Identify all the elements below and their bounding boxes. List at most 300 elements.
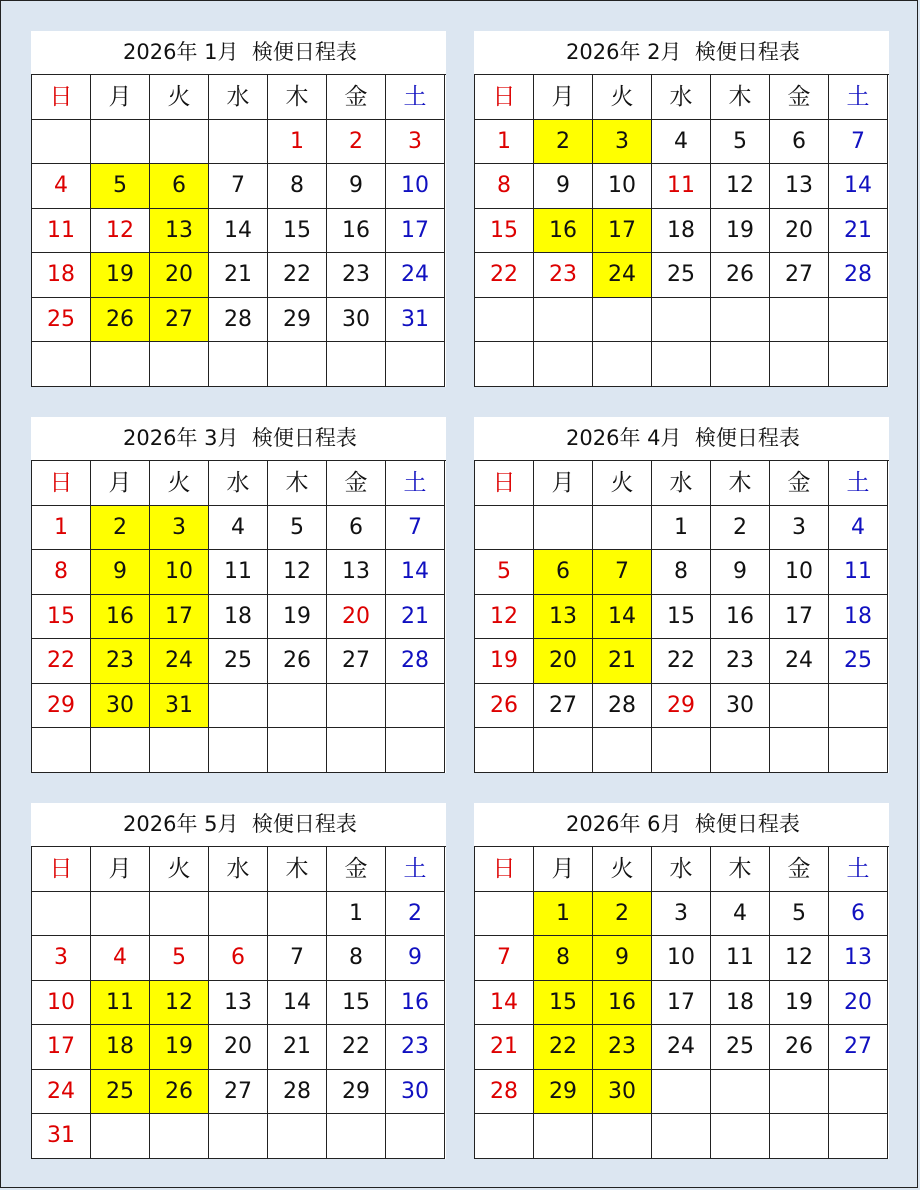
day-cell: 28	[209, 298, 268, 343]
weekday-header: 木	[268, 461, 327, 506]
weekday-header: 木	[268, 847, 327, 892]
day-cell: 2	[327, 120, 386, 165]
calendar-title: 2026年 1月 検便日程表	[31, 31, 446, 74]
day-cell: 26	[268, 639, 327, 684]
scheduled-day-cell: 21	[593, 639, 652, 684]
empty-day-cell	[209, 342, 268, 387]
empty-day-cell	[475, 1114, 534, 1159]
day-cell: 24	[652, 1025, 711, 1070]
day-cell: 16	[327, 209, 386, 254]
weekday-header: 木	[711, 461, 770, 506]
scheduled-day-cell: 18	[91, 1025, 150, 1070]
calendar-january	[31, 31, 446, 387]
day-cell: 30	[711, 684, 770, 729]
scheduled-day-cell: 3	[150, 506, 209, 551]
empty-day-cell	[150, 892, 209, 937]
empty-day-cell	[91, 728, 150, 773]
empty-day-cell	[829, 1114, 888, 1159]
day-cell: 4	[711, 892, 770, 937]
scheduled-day-cell: 15	[534, 981, 593, 1026]
weekday-header: 土	[829, 847, 888, 892]
day-cell: 30	[327, 298, 386, 343]
empty-day-cell	[770, 342, 829, 387]
weekday-header: 火	[150, 75, 209, 120]
empty-day-cell	[652, 342, 711, 387]
empty-day-cell	[711, 1070, 770, 1115]
empty-day-cell	[32, 892, 91, 937]
empty-day-cell	[268, 728, 327, 773]
day-cell: 18	[209, 595, 268, 640]
calendar-grid	[474, 846, 889, 1159]
weekday-header: 火	[593, 75, 652, 120]
scheduled-day-cell: 17	[593, 209, 652, 254]
day-cell: 12	[475, 595, 534, 640]
day-cell: 13	[327, 550, 386, 595]
weekday-header: 金	[770, 75, 829, 120]
day-cell: 10	[593, 164, 652, 209]
scheduled-day-cell: 25	[91, 1070, 150, 1115]
weekday-header: 土	[829, 461, 888, 506]
empty-day-cell	[32, 728, 91, 773]
scheduled-day-cell: 13	[150, 209, 209, 254]
empty-day-cell	[652, 728, 711, 773]
day-cell: 25	[711, 1025, 770, 1070]
scheduled-day-cell: 9	[593, 936, 652, 981]
scheduled-day-cell: 6	[534, 550, 593, 595]
empty-day-cell	[32, 120, 91, 165]
day-cell: 4	[91, 936, 150, 981]
day-cell: 1	[268, 120, 327, 165]
empty-day-cell	[770, 298, 829, 343]
weekday-header: 金	[327, 75, 386, 120]
day-cell: 21	[386, 595, 445, 640]
scheduled-day-cell: 14	[593, 595, 652, 640]
empty-day-cell	[327, 1114, 386, 1159]
empty-day-cell	[593, 342, 652, 387]
day-cell: 3	[32, 936, 91, 981]
day-cell: 27	[327, 639, 386, 684]
day-cell: 27	[770, 253, 829, 298]
scheduled-day-cell: 13	[534, 595, 593, 640]
scheduled-day-cell: 26	[91, 298, 150, 343]
empty-day-cell	[593, 728, 652, 773]
weekday-header: 火	[593, 847, 652, 892]
day-cell: 26	[711, 253, 770, 298]
empty-day-cell	[770, 1114, 829, 1159]
day-cell: 11	[32, 209, 91, 254]
day-cell: 15	[32, 595, 91, 640]
day-cell: 14	[268, 981, 327, 1026]
day-cell: 15	[327, 981, 386, 1026]
day-cell: 12	[268, 550, 327, 595]
day-cell: 20	[770, 209, 829, 254]
calendar-may	[31, 803, 446, 1159]
day-cell: 4	[652, 120, 711, 165]
empty-day-cell	[327, 684, 386, 729]
weekday-header: 火	[593, 461, 652, 506]
day-cell: 27	[829, 1025, 888, 1070]
weekday-header: 日	[32, 461, 91, 506]
empty-day-cell	[475, 892, 534, 937]
day-cell: 7	[209, 164, 268, 209]
day-cell: 8	[268, 164, 327, 209]
day-cell: 25	[829, 639, 888, 684]
calendar-title: 2026年 4月 検便日程表	[474, 417, 889, 460]
day-cell: 4	[32, 164, 91, 209]
empty-day-cell	[652, 298, 711, 343]
empty-day-cell	[209, 1114, 268, 1159]
empty-day-cell	[770, 1070, 829, 1115]
scheduled-day-cell: 16	[593, 981, 652, 1026]
day-cell: 10	[386, 164, 445, 209]
day-cell: 27	[534, 684, 593, 729]
day-cell: 7	[386, 506, 445, 551]
empty-day-cell	[534, 1114, 593, 1159]
scheduled-day-cell: 17	[150, 595, 209, 640]
weekday-header: 日	[475, 75, 534, 120]
scheduled-day-cell: 11	[91, 981, 150, 1026]
empty-day-cell	[386, 342, 445, 387]
day-cell: 17	[770, 595, 829, 640]
weekday-header: 月	[534, 75, 593, 120]
calendar-april	[474, 417, 889, 773]
day-cell: 11	[652, 164, 711, 209]
day-cell: 28	[386, 639, 445, 684]
day-cell: 28	[475, 1070, 534, 1115]
day-cell: 14	[209, 209, 268, 254]
day-cell: 18	[829, 595, 888, 640]
calendar-title: 2026年 6月 検便日程表	[474, 803, 889, 846]
empty-day-cell	[91, 1114, 150, 1159]
empty-day-cell	[593, 298, 652, 343]
empty-day-cell	[91, 342, 150, 387]
day-cell: 23	[711, 639, 770, 684]
day-cell: 23	[534, 253, 593, 298]
empty-day-cell	[386, 684, 445, 729]
weekday-header: 土	[829, 75, 888, 120]
empty-day-cell	[829, 298, 888, 343]
day-cell: 5	[475, 550, 534, 595]
day-cell: 10	[652, 936, 711, 981]
calendar-grid	[31, 460, 446, 773]
empty-day-cell	[534, 298, 593, 343]
scheduled-day-cell: 26	[150, 1070, 209, 1115]
calendar-title: 2026年 5月 検便日程表	[31, 803, 446, 846]
day-cell: 8	[32, 550, 91, 595]
empty-day-cell	[475, 342, 534, 387]
day-cell: 15	[652, 595, 711, 640]
day-cell: 16	[386, 981, 445, 1026]
day-cell: 27	[209, 1070, 268, 1115]
empty-day-cell	[475, 506, 534, 551]
empty-day-cell	[268, 342, 327, 387]
empty-day-cell	[209, 120, 268, 165]
day-cell: 9	[327, 164, 386, 209]
day-cell: 23	[327, 253, 386, 298]
weekday-header: 月	[91, 75, 150, 120]
empty-day-cell	[829, 728, 888, 773]
day-cell: 4	[829, 506, 888, 551]
day-cell: 22	[268, 253, 327, 298]
day-cell: 14	[475, 981, 534, 1026]
calendar-june	[474, 803, 889, 1159]
empty-day-cell	[711, 342, 770, 387]
scheduled-day-cell: 12	[150, 981, 209, 1026]
weekday-header: 月	[534, 847, 593, 892]
scheduled-day-cell: 7	[593, 550, 652, 595]
day-cell: 11	[829, 550, 888, 595]
empty-day-cell	[711, 298, 770, 343]
weekday-header: 月	[534, 461, 593, 506]
scheduled-day-cell: 20	[150, 253, 209, 298]
empty-day-cell	[711, 1114, 770, 1159]
scheduled-day-cell: 20	[534, 639, 593, 684]
scheduled-day-cell: 29	[534, 1070, 593, 1115]
day-cell: 15	[475, 209, 534, 254]
scheduled-day-cell: 22	[534, 1025, 593, 1070]
day-cell: 2	[386, 892, 445, 937]
day-cell: 2	[711, 506, 770, 551]
day-cell: 8	[652, 550, 711, 595]
weekday-header: 木	[711, 847, 770, 892]
day-cell: 28	[593, 684, 652, 729]
scheduled-day-cell: 31	[150, 684, 209, 729]
empty-day-cell	[91, 120, 150, 165]
calendar-title: 2026年 2月 検便日程表	[474, 31, 889, 74]
empty-day-cell	[770, 728, 829, 773]
calendar-march	[31, 417, 446, 773]
empty-day-cell	[268, 892, 327, 937]
scheduled-day-cell: 24	[593, 253, 652, 298]
scheduled-day-cell: 30	[91, 684, 150, 729]
day-cell: 7	[475, 936, 534, 981]
day-cell: 20	[209, 1025, 268, 1070]
calendar-grid	[474, 74, 889, 387]
day-cell: 21	[829, 209, 888, 254]
scheduled-day-cell: 9	[91, 550, 150, 595]
empty-day-cell	[652, 1114, 711, 1159]
day-cell: 8	[475, 164, 534, 209]
day-cell: 19	[770, 981, 829, 1026]
empty-day-cell	[150, 342, 209, 387]
empty-day-cell	[829, 1070, 888, 1115]
empty-day-cell	[829, 684, 888, 729]
scheduled-day-cell: 23	[593, 1025, 652, 1070]
day-cell: 7	[829, 120, 888, 165]
day-cell: 20	[829, 981, 888, 1026]
empty-day-cell	[150, 1114, 209, 1159]
day-cell: 22	[475, 253, 534, 298]
weekday-header: 水	[652, 75, 711, 120]
empty-day-cell	[91, 892, 150, 937]
empty-day-cell	[475, 298, 534, 343]
day-cell: 12	[770, 936, 829, 981]
scheduled-day-cell: 19	[150, 1025, 209, 1070]
weekday-header: 金	[770, 847, 829, 892]
weekday-header: 金	[327, 847, 386, 892]
day-cell: 6	[770, 120, 829, 165]
day-cell: 26	[770, 1025, 829, 1070]
day-cell: 29	[652, 684, 711, 729]
day-cell: 16	[711, 595, 770, 640]
day-cell: 20	[327, 595, 386, 640]
scheduled-day-cell: 10	[150, 550, 209, 595]
day-cell: 22	[327, 1025, 386, 1070]
weekday-header: 金	[770, 461, 829, 506]
day-cell: 18	[32, 253, 91, 298]
empty-day-cell	[268, 1114, 327, 1159]
day-cell: 19	[475, 639, 534, 684]
day-cell: 12	[91, 209, 150, 254]
weekday-header: 水	[209, 461, 268, 506]
scheduled-day-cell: 3	[593, 120, 652, 165]
scheduled-day-cell: 30	[593, 1070, 652, 1115]
day-cell: 8	[327, 936, 386, 981]
weekday-header: 水	[652, 461, 711, 506]
day-cell: 11	[711, 936, 770, 981]
day-cell: 14	[386, 550, 445, 595]
empty-day-cell	[534, 728, 593, 773]
weekday-header: 日	[32, 75, 91, 120]
empty-day-cell	[327, 342, 386, 387]
weekday-header: 水	[652, 847, 711, 892]
day-cell: 19	[711, 209, 770, 254]
day-cell: 13	[770, 164, 829, 209]
day-cell: 17	[386, 209, 445, 254]
day-cell: 18	[652, 209, 711, 254]
scheduled-day-cell: 16	[91, 595, 150, 640]
empty-day-cell	[327, 728, 386, 773]
day-cell: 14	[829, 164, 888, 209]
day-cell: 10	[770, 550, 829, 595]
calendar-grid	[31, 846, 446, 1159]
weekday-header: 日	[475, 461, 534, 506]
empty-day-cell	[652, 1070, 711, 1115]
day-cell: 5	[150, 936, 209, 981]
empty-day-cell	[593, 1114, 652, 1159]
empty-day-cell	[386, 1114, 445, 1159]
day-cell: 31	[386, 298, 445, 343]
weekday-header: 水	[209, 847, 268, 892]
day-cell: 23	[386, 1025, 445, 1070]
scheduled-day-cell: 27	[150, 298, 209, 343]
empty-day-cell	[209, 684, 268, 729]
weekday-header: 土	[386, 847, 445, 892]
day-cell: 3	[652, 892, 711, 937]
day-cell: 21	[209, 253, 268, 298]
day-cell: 12	[711, 164, 770, 209]
day-cell: 25	[32, 298, 91, 343]
day-cell: 10	[32, 981, 91, 1026]
scheduled-day-cell: 2	[91, 506, 150, 551]
day-cell: 24	[32, 1070, 91, 1115]
weekday-header: 月	[91, 847, 150, 892]
day-cell: 18	[711, 981, 770, 1026]
day-cell: 3	[386, 120, 445, 165]
day-cell: 31	[32, 1114, 91, 1159]
day-cell: 6	[327, 506, 386, 551]
empty-day-cell	[150, 120, 209, 165]
day-cell: 22	[652, 639, 711, 684]
day-cell: 1	[327, 892, 386, 937]
scheduled-day-cell: 2	[534, 120, 593, 165]
calendar-february	[474, 31, 889, 387]
weekday-header: 土	[386, 461, 445, 506]
weekday-header: 日	[475, 847, 534, 892]
day-cell: 30	[386, 1070, 445, 1115]
day-cell: 13	[209, 981, 268, 1026]
empty-day-cell	[534, 506, 593, 551]
empty-day-cell	[711, 728, 770, 773]
day-cell: 6	[209, 936, 268, 981]
scheduled-day-cell: 16	[534, 209, 593, 254]
day-cell: 9	[534, 164, 593, 209]
weekday-header: 木	[711, 75, 770, 120]
scheduled-day-cell: 1	[534, 892, 593, 937]
day-cell: 29	[32, 684, 91, 729]
day-cell: 1	[652, 506, 711, 551]
day-cell: 28	[829, 253, 888, 298]
day-cell: 3	[770, 506, 829, 551]
empty-day-cell	[268, 684, 327, 729]
day-cell: 5	[268, 506, 327, 551]
day-cell: 17	[32, 1025, 91, 1070]
day-cell: 11	[209, 550, 268, 595]
day-cell: 29	[327, 1070, 386, 1115]
day-cell: 22	[32, 639, 91, 684]
day-cell: 4	[209, 506, 268, 551]
day-cell: 5	[711, 120, 770, 165]
day-cell: 1	[32, 506, 91, 551]
scheduled-day-cell: 2	[593, 892, 652, 937]
weekday-header: 水	[209, 75, 268, 120]
empty-day-cell	[534, 342, 593, 387]
weekday-header: 土	[386, 75, 445, 120]
scheduled-day-cell: 6	[150, 164, 209, 209]
day-cell: 9	[711, 550, 770, 595]
day-cell: 24	[386, 253, 445, 298]
weekday-header: 火	[150, 461, 209, 506]
day-cell: 19	[268, 595, 327, 640]
empty-day-cell	[829, 342, 888, 387]
calendar-grid	[474, 460, 889, 773]
day-cell: 24	[770, 639, 829, 684]
empty-day-cell	[593, 506, 652, 551]
scheduled-day-cell: 19	[91, 253, 150, 298]
empty-day-cell	[475, 728, 534, 773]
empty-day-cell	[209, 728, 268, 773]
empty-day-cell	[32, 342, 91, 387]
scheduled-day-cell: 23	[91, 639, 150, 684]
calendar-title: 2026年 3月 検便日程表	[31, 417, 446, 460]
day-cell: 21	[268, 1025, 327, 1070]
empty-day-cell	[770, 684, 829, 729]
day-cell: 15	[268, 209, 327, 254]
day-cell: 17	[652, 981, 711, 1026]
day-cell: 9	[386, 936, 445, 981]
day-cell: 5	[770, 892, 829, 937]
calendar-grid	[31, 74, 446, 387]
weekday-header: 火	[150, 847, 209, 892]
weekday-header: 木	[268, 75, 327, 120]
day-cell: 26	[475, 684, 534, 729]
weekday-header: 金	[327, 461, 386, 506]
day-cell: 25	[209, 639, 268, 684]
day-cell: 7	[268, 936, 327, 981]
empty-day-cell	[386, 728, 445, 773]
day-cell: 28	[268, 1070, 327, 1115]
empty-day-cell	[150, 728, 209, 773]
